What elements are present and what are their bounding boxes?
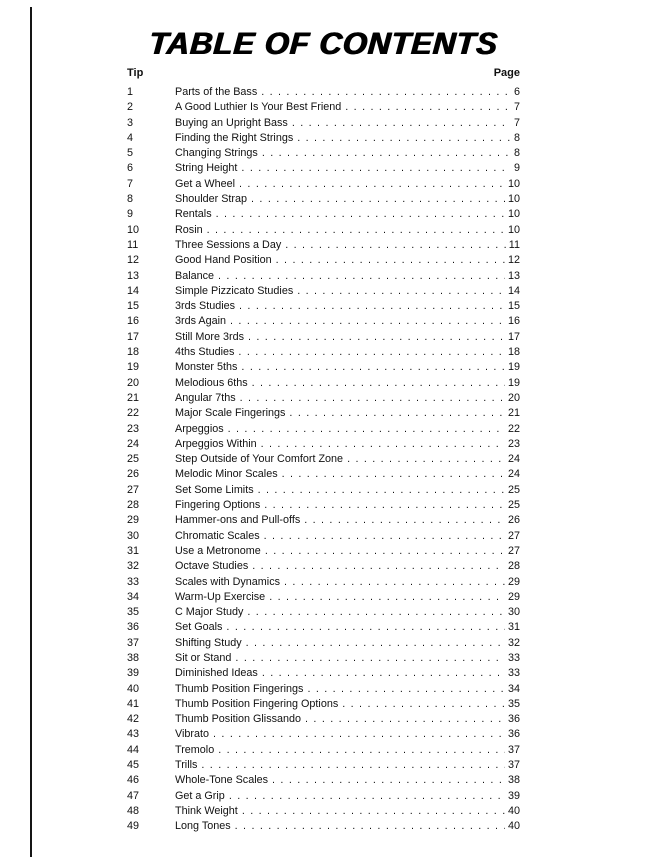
toc-row [127, 819, 520, 834]
entry-title: Diminished Ideas [175, 667, 258, 680]
tip-number: 33 [127, 575, 140, 588]
dot-leader [282, 467, 505, 482]
toc-row [127, 330, 520, 345]
toc-row [127, 758, 520, 773]
toc-row [127, 437, 520, 452]
entry-title: Tremolo [175, 743, 215, 756]
page-number: 39 [507, 789, 520, 802]
toc-row [127, 207, 520, 222]
page-number: 20 [507, 391, 520, 404]
tip-number: 20 [127, 376, 140, 389]
tip-number: 17 [127, 330, 140, 343]
tip-number: 34 [127, 590, 140, 603]
toc-row [127, 253, 520, 268]
page-number: 14 [507, 284, 520, 297]
toc-row [127, 544, 520, 559]
dot-leader [347, 452, 505, 467]
page-number: 27 [507, 529, 520, 542]
entry-title: Octave Studies [175, 560, 249, 573]
page-number: 28 [507, 560, 520, 573]
toc-row [127, 727, 520, 742]
dot-leader [252, 376, 505, 391]
entry-title: Hammer-ons and Pull-offs [175, 514, 301, 527]
entry-title: Three Sessions a Day [175, 238, 282, 251]
entry-title: C Major Study [175, 606, 244, 619]
toc-row [127, 636, 520, 651]
entry-title: Thumb Position Fingering Options [175, 697, 339, 710]
tip-number: 45 [127, 759, 140, 772]
dot-leader [261, 437, 505, 452]
tip-number: 29 [127, 514, 140, 527]
entry-title: Still More 3rds [175, 330, 244, 343]
page-number: 25 [507, 483, 520, 496]
tip-number: 44 [127, 743, 140, 756]
tip-number: 5 [127, 147, 134, 160]
tip-number: 39 [127, 667, 140, 680]
page-number: 7 [513, 101, 520, 114]
page-number: 19 [507, 361, 520, 374]
entry-title: Finding the Right Strings [175, 131, 294, 144]
entry-title: Vibrato [175, 728, 210, 741]
tip-number: 1 [127, 86, 134, 98]
page-number: 22 [507, 422, 520, 435]
page-number: 8 [513, 147, 520, 160]
toc-row [127, 697, 520, 712]
page-number: 10 [507, 208, 520, 221]
page-number: 29 [507, 590, 520, 603]
toc-rows [127, 85, 520, 835]
tip-number: 26 [127, 468, 140, 481]
tip-column-header: Tip [127, 67, 144, 79]
toc-row [127, 620, 520, 635]
toc-row [127, 269, 520, 284]
dot-leader [345, 100, 511, 115]
dot-leader [213, 727, 505, 742]
tip-number: 21 [127, 391, 140, 404]
entry-title: Melodious 6ths [175, 376, 248, 389]
tip-number: 19 [127, 361, 140, 374]
page-number: 10 [507, 177, 520, 190]
tip-number: 37 [127, 636, 140, 649]
page-number: 27 [507, 544, 520, 557]
page-number: 17 [507, 330, 520, 343]
page-number: 25 [507, 499, 520, 512]
toc-row [127, 238, 520, 253]
dot-leader [272, 773, 505, 788]
dot-leader [264, 529, 505, 544]
tip-number: 38 [127, 651, 140, 664]
entry-title: Get a Grip [175, 789, 225, 802]
tip-number: 6 [127, 162, 134, 175]
dot-leader [264, 498, 505, 513]
entry-title: Shoulder Strap [175, 193, 248, 206]
toc-column-headers [127, 66, 520, 85]
dot-leader [201, 758, 505, 773]
entry-title: Set Some Limits [175, 483, 254, 496]
page-number: 36 [507, 713, 520, 726]
page-number: 12 [507, 254, 520, 267]
toc-row [127, 743, 520, 758]
entry-title: Warm-Up Exercise [175, 590, 266, 603]
entry-title: Buying an Upright Bass [175, 116, 288, 129]
entry-title: Simple Pizzicato Studies [175, 284, 294, 297]
toc-row [127, 773, 520, 788]
entry-title: Shifting Study [175, 636, 242, 649]
page-number: 11 [508, 238, 520, 251]
dot-leader [251, 192, 505, 207]
page-number: 26 [507, 514, 520, 527]
entry-title: Changing Strings [175, 147, 258, 160]
page-number: 33 [507, 651, 520, 664]
tip-number: 3 [127, 116, 134, 129]
entry-title: Arpeggios [175, 422, 224, 435]
page-number: 30 [507, 606, 520, 619]
entry-title: Thumb Position Glissando [175, 713, 302, 726]
toc-row [127, 100, 520, 115]
toc-row [127, 116, 520, 131]
toc-row [127, 712, 520, 727]
entry-title: Set Goals [175, 621, 223, 634]
tip-number: 28 [127, 499, 140, 512]
page-column-header: Page [493, 67, 520, 79]
dot-leader [285, 238, 506, 253]
tip-number: 4 [127, 131, 134, 144]
page-edge-line [30, 7, 32, 857]
page-number: 6 [513, 86, 520, 98]
toc-row [127, 575, 520, 590]
dot-leader [248, 330, 505, 345]
tip-number: 10 [127, 223, 140, 236]
entry-title: Sit or Stand [175, 651, 232, 664]
toc-row [127, 513, 520, 528]
dot-leader [218, 743, 505, 758]
page-number: 8 [513, 131, 520, 144]
tip-number: 40 [127, 682, 140, 695]
dot-leader [207, 223, 505, 238]
tip-number: 47 [127, 789, 140, 802]
tip-number: 16 [127, 315, 140, 328]
tip-number: 12 [127, 254, 140, 267]
tip-number: 49 [127, 820, 140, 833]
tip-number: 35 [127, 606, 140, 619]
entry-title: Step Outside of Your Comfort Zone [175, 453, 344, 466]
dot-leader [241, 161, 511, 176]
toc-row [127, 360, 520, 375]
tip-number: 13 [127, 269, 140, 282]
toc-row [127, 682, 520, 697]
entry-title: Parts of the Bass [175, 86, 258, 98]
tip-number: 27 [127, 483, 140, 496]
entry-title: Melodic Minor Scales [175, 468, 278, 481]
page-number: 16 [507, 315, 520, 328]
dot-leader [304, 513, 505, 528]
entry-title: Balance [175, 269, 215, 282]
entry-title: Thumb Position Fingerings [175, 682, 304, 695]
dot-leader [239, 299, 505, 314]
toc-row [127, 529, 520, 544]
toc-row [127, 590, 520, 605]
toc-row [127, 651, 520, 666]
toc-row [127, 299, 520, 314]
dot-leader [235, 819, 505, 834]
page-number: 34 [507, 682, 520, 695]
dot-leader [242, 804, 505, 819]
entry-title: Think Weight [175, 804, 238, 817]
dot-leader [262, 146, 511, 161]
entry-title: 3rds Again [175, 315, 227, 328]
entry-title: Trills [175, 759, 198, 772]
page-number: 7 [513, 116, 520, 129]
dot-leader [305, 712, 505, 727]
tip-number: 9 [127, 208, 134, 221]
dot-leader [269, 590, 505, 605]
toc-row [127, 177, 520, 192]
entry-title: String Height [175, 162, 238, 175]
page-number: 13 [507, 269, 520, 282]
tip-number: 8 [127, 193, 134, 206]
entry-title: Rentals [175, 208, 212, 221]
entry-title: Monster 5ths [175, 361, 238, 374]
toc-row [127, 376, 520, 391]
entry-title: 4ths Studies [175, 346, 235, 359]
page-number: 36 [507, 728, 520, 741]
entry-title: Long Tones [175, 820, 231, 833]
tip-number: 15 [127, 300, 140, 313]
entry-title: 3rds Studies [175, 300, 236, 313]
page-number: 31 [507, 621, 520, 634]
page-number: 40 [507, 804, 520, 817]
tip-number: 43 [127, 728, 140, 741]
dot-leader [241, 360, 505, 375]
dot-leader [216, 207, 505, 222]
entry-title: Chromatic Scales [175, 529, 260, 542]
tip-number: 36 [127, 621, 140, 634]
dot-leader [307, 682, 505, 697]
tip-number: 25 [127, 453, 140, 466]
toc-row [127, 146, 520, 161]
page-number: 24 [507, 468, 520, 481]
toc-row [127, 789, 520, 804]
entry-title: Fingering Options [175, 499, 261, 512]
toc-row [127, 161, 520, 176]
dot-leader [247, 605, 505, 620]
toc-row [127, 498, 520, 513]
toc-row [127, 422, 520, 437]
entry-title: Scales with Dynamics [175, 575, 281, 588]
page-number: 29 [507, 575, 520, 588]
tip-number: 41 [127, 697, 140, 710]
tip-number: 48 [127, 804, 140, 817]
dot-leader [235, 651, 505, 666]
tip-number: 18 [127, 346, 140, 359]
toc-row [127, 192, 520, 207]
entry-title: Get a Wheel [175, 177, 236, 190]
tip-number: 7 [127, 177, 134, 190]
dot-leader [297, 284, 505, 299]
dot-leader [239, 177, 505, 192]
toc-row [127, 666, 520, 681]
dot-leader [238, 345, 505, 360]
toc-row [127, 467, 520, 482]
dot-leader [265, 544, 505, 559]
tip-number: 14 [127, 284, 140, 297]
toc-row [127, 85, 520, 100]
entry-title: Rosin [175, 223, 203, 236]
tip-number: 30 [127, 529, 140, 542]
page-number: 10 [507, 193, 520, 206]
dot-leader [226, 620, 505, 635]
tip-number: 42 [127, 713, 140, 726]
page-number: 10 [507, 223, 520, 236]
tip-number: 24 [127, 437, 140, 450]
dot-leader [252, 559, 505, 574]
entry-title: Major Scale Fingerings [175, 407, 286, 420]
page-number: 37 [507, 743, 520, 756]
page-number: 35 [507, 697, 520, 710]
toc-row [127, 131, 520, 146]
toc-row [127, 391, 520, 406]
entry-title: A Good Luthier Is Your Best Friend [175, 101, 342, 114]
page-number: 9 [513, 162, 520, 175]
entry-title: Whole-Tone Scales [175, 774, 269, 787]
dot-leader [261, 85, 511, 100]
tip-number: 23 [127, 422, 140, 435]
dot-leader [289, 406, 505, 421]
tip-number: 22 [127, 407, 140, 420]
dot-leader [262, 666, 505, 681]
dot-leader [292, 116, 511, 131]
toc-row [127, 345, 520, 360]
page-number: 21 [507, 407, 520, 420]
entry-title: Angular 7ths [175, 391, 236, 404]
entry-title: Use a Metronome [175, 544, 261, 557]
page-number: 15 [507, 300, 520, 313]
tip-number: 32 [127, 560, 140, 573]
dot-leader [276, 253, 505, 268]
toc-row [127, 452, 520, 467]
dot-leader [228, 422, 505, 437]
toc-row [127, 314, 520, 329]
page-number: 38 [507, 774, 520, 787]
page-number: 18 [507, 346, 520, 359]
page-number: 19 [507, 376, 520, 389]
page-number: 33 [507, 667, 520, 680]
dot-leader [284, 575, 505, 590]
dot-leader [297, 131, 511, 146]
entry-title: Good Hand Position [175, 254, 272, 267]
page-number: 37 [507, 759, 520, 772]
dot-leader [246, 636, 505, 651]
tip-number: 2 [127, 101, 134, 114]
dot-leader [229, 789, 505, 804]
toc-row [127, 483, 520, 498]
toc-row [127, 559, 520, 574]
toc-row [127, 804, 520, 819]
dot-leader [230, 314, 505, 329]
dot-leader [258, 483, 505, 498]
page-number: 23 [507, 437, 520, 450]
tip-number: 11 [127, 238, 139, 251]
page-number: 32 [507, 636, 520, 649]
toc-row [127, 223, 520, 238]
dot-leader [218, 269, 505, 284]
table-of-contents [127, 66, 520, 835]
toc-row [127, 605, 520, 620]
page-number: 24 [507, 453, 520, 466]
toc-row [127, 284, 520, 299]
tip-number: 46 [127, 774, 140, 787]
page-number: 40 [507, 820, 520, 833]
dot-leader [240, 391, 505, 406]
toc-row [127, 406, 520, 421]
dot-leader [342, 697, 505, 712]
tip-number: 31 [127, 544, 140, 557]
page-title: TABLE OF CONTENTS [147, 26, 499, 61]
entry-title: Arpeggios Within [175, 437, 257, 450]
